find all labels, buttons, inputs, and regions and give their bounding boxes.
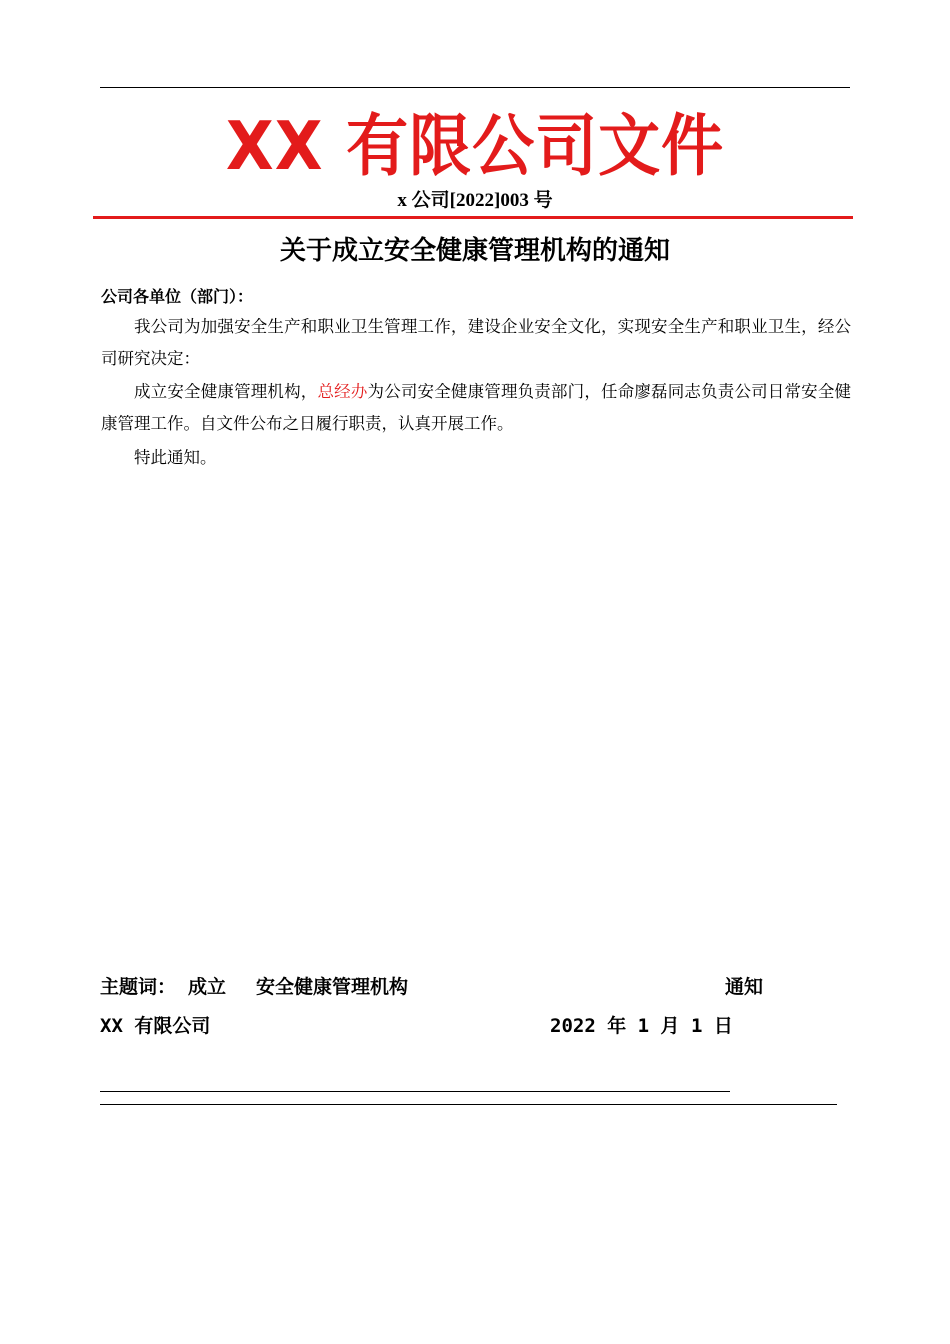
document-header-title: XX 有限公司文件 [225,106,725,186]
subject-keyword-3: 通知 [725,976,764,998]
document-number: x 公司[2022]003 号 [397,190,553,211]
subject-keyword-2: 安全健康管理机构 [256,976,409,998]
subject-keyword-1: 成立 [188,976,227,998]
paragraph-2-text-after: 为公司安全健康管理负责部门，任命廖磊同志负责公司日常安全健康管理工作。自文件公布之日履行职责，认真开展工作。 [101,382,852,433]
body-paragraph-1: 我公司为加强安全生产和职业卫生管理工作，建设企业安全文化，实现安全生产和职业卫生，经公司研究决定： [101,317,851,368]
issue-date: 2022 年 1 月 1 日 [550,1015,733,1037]
paragraph-2-text-before: 成立安全健康管理机构， [134,382,318,401]
issuing-company: XX 有限公司 [100,1015,211,1037]
body-paragraph-3: 特此通知。 [134,448,217,467]
notice-title: 关于成立安全健康管理机构的通知 [279,236,670,266]
issuer-date-row [100,1013,733,1092]
body-paragraph-2 [101,376,851,440]
header-red-rule [93,216,853,219]
subject-label: 主题词： [100,976,177,998]
highlighted-department: 总经办 [317,382,368,401]
salutation: 公司各单位（部门）： [101,287,254,306]
header-top-rule [100,87,850,88]
